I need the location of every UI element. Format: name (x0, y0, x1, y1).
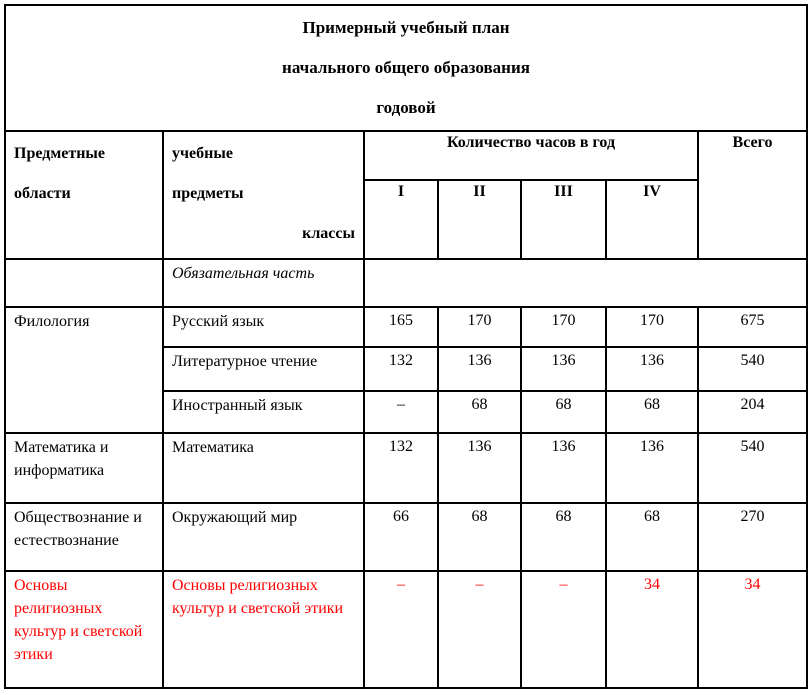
hours-cell: 68 (521, 503, 606, 571)
header-grade-1: I (364, 180, 438, 259)
subject-cell-world-around: Окружающий мир (163, 503, 364, 571)
area-cell-religious-cultures: Основы религиозных культур и светской этики (5, 571, 163, 688)
hours-cell: 136 (438, 347, 521, 391)
hours-cell: 170 (606, 307, 698, 347)
header-row-top (5, 131, 807, 180)
table-row (5, 307, 807, 347)
hours-cell: 165 (364, 307, 438, 347)
hours-cell: 68 (438, 503, 521, 571)
hours-cell: 66 (364, 503, 438, 571)
section-row (5, 259, 807, 307)
header-subject-areas-line-2: области (14, 185, 71, 202)
subject-cell-literature: Литературное чтение (163, 347, 364, 391)
hours-cell: 68 (438, 391, 521, 433)
hours-cell: 136 (438, 433, 521, 503)
table-row-religious-cultures (5, 571, 807, 688)
hours-cell: 170 (438, 307, 521, 347)
header-total: Всего (698, 131, 807, 259)
total-cell: 675 (698, 307, 807, 347)
hours-cell: 68 (606, 391, 698, 433)
hours-cell: – (438, 571, 521, 688)
subject-cell-foreign-language: Иностранный язык (163, 391, 364, 433)
hours-cell: 68 (521, 391, 606, 433)
header-subject-areas-line-1: Предметные (14, 145, 105, 162)
empty-cell (364, 259, 807, 307)
hours-cell: 132 (364, 347, 438, 391)
total-cell: 34 (698, 571, 807, 688)
table-row (5, 433, 807, 503)
total-cell: 540 (698, 347, 807, 391)
area-cell-philology: Филология (5, 307, 163, 433)
subject-cell-religious-cultures: Основы религиозных культур и светской этики (163, 571, 364, 688)
hours-cell: 68 (606, 503, 698, 571)
curriculum-table (4, 4, 808, 689)
title-row (5, 5, 807, 131)
hours-cell: – (364, 391, 438, 433)
area-cell-mathematics: Математика и информатика (5, 433, 163, 503)
hours-cell: – (364, 571, 438, 688)
total-cell: 270 (698, 503, 807, 571)
total-cell: 540 (698, 433, 807, 503)
area-cell-social-science: Обществознание и естествознание (5, 503, 163, 571)
hours-cell: 136 (606, 433, 698, 503)
header-grade-2: II (438, 180, 521, 259)
header-grade-4: IV (606, 180, 698, 259)
table-row (5, 503, 807, 571)
header-subject-areas (5, 131, 163, 259)
header-subjects-line-1: учебные (172, 145, 233, 162)
hours-cell: – (521, 571, 606, 688)
header-subjects (163, 131, 364, 259)
header-hours-per-year: Количество часов в год (364, 131, 698, 180)
hours-cell: 136 (521, 347, 606, 391)
subject-cell-mathematics: Математика (163, 433, 364, 503)
hours-cell: 132 (364, 433, 438, 503)
title-line-1: Примерный учебный план (302, 18, 510, 37)
table-title (5, 5, 807, 131)
title-line-3: годовой (376, 98, 436, 117)
header-grade-3: III (521, 180, 606, 259)
header-classes-label: классы (302, 225, 355, 242)
total-cell: 204 (698, 391, 807, 433)
empty-cell (5, 259, 163, 307)
hours-cell: 170 (521, 307, 606, 347)
hours-cell: 34 (606, 571, 698, 688)
subject-cell-russian: Русский язык (163, 307, 364, 347)
title-line-2: начального общего образования (282, 58, 530, 77)
header-subjects-line-2: предметы (172, 185, 244, 202)
hours-cell: 136 (606, 347, 698, 391)
hours-cell: 136 (521, 433, 606, 503)
mandatory-part-label: Обязательная часть (163, 259, 364, 307)
